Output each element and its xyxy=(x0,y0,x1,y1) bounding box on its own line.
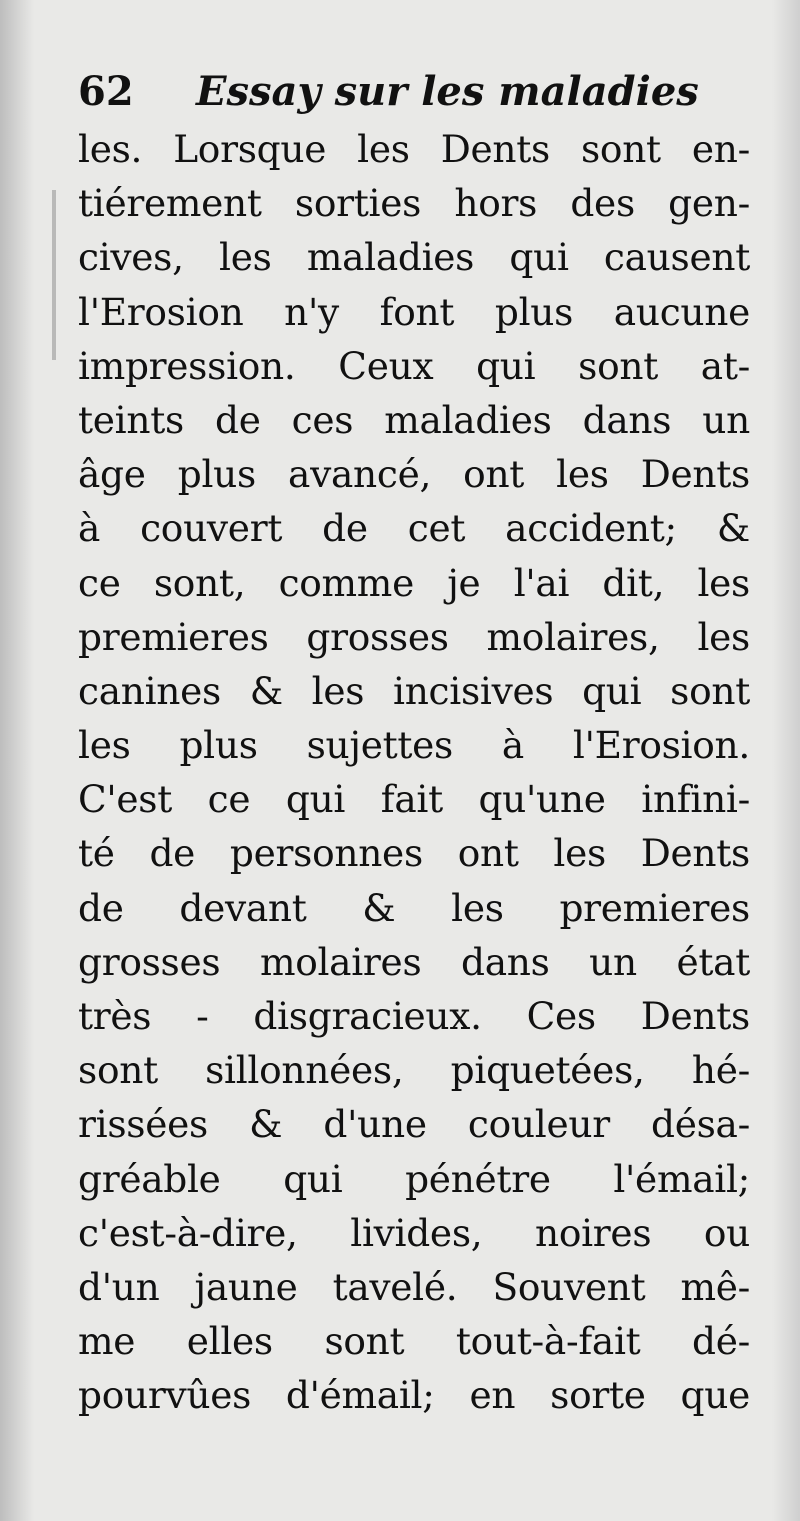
text-line: tiérement sorties hors des gen- xyxy=(78,181,750,226)
text-line: l'Erosion n'y font plus aucune xyxy=(78,289,750,334)
ink-bleed-mark xyxy=(52,190,56,360)
running-head: Essay sur les maladies xyxy=(196,68,699,115)
gutter-shadow xyxy=(0,0,34,1521)
text-line: me elles sont tout-à-fait dé- xyxy=(78,1319,750,1364)
text-line: très - disgracieux. Ces Dents xyxy=(78,994,750,1038)
text-line: C'est ce qui fait qu'une infini- xyxy=(78,777,750,822)
text-line: impression. Ceux qui sont at- xyxy=(78,343,750,388)
text-line: c'est-à-dire, livides, noires ou xyxy=(78,1210,750,1255)
page-edge-shadow xyxy=(772,0,800,1521)
text-line: pourvûes d'émail; en sorte que xyxy=(78,1373,750,1418)
page-header xyxy=(78,62,738,122)
text-line: les plus sujettes à l'Erosion. xyxy=(78,723,750,768)
text-line: cives, les maladies qui causent xyxy=(78,235,750,280)
body-text xyxy=(78,122,750,1423)
text-line: teints de ces maladies dans un xyxy=(78,397,750,442)
text-line: gréable qui pénétre l'émail; xyxy=(78,1156,750,1201)
text-line: rissées & d'une couleur désa- xyxy=(78,1102,750,1147)
text-line: premieres grosses molaires, les xyxy=(78,614,750,659)
text-line: canines & les incisives qui sont xyxy=(78,668,750,713)
text-line: à couvert de cet accident; & xyxy=(78,506,750,551)
text-line: grosses molaires dans un état xyxy=(78,939,750,984)
text-line: de devant & les premieres xyxy=(78,885,750,930)
page-number: 62 xyxy=(78,68,134,115)
text-line: té de personnes ont les Dents xyxy=(78,831,750,876)
text-line: d'un jaune tavelé. Souvent mê- xyxy=(78,1264,750,1309)
text-line: sont sillonnées, piquetées, hé- xyxy=(78,1048,750,1093)
text-line: âge plus avancé, ont les Dents xyxy=(78,452,750,497)
text-line: ce sont, comme je l'ai dit, les xyxy=(78,560,750,605)
text-line: les. Lorsque les Dents sont en- xyxy=(78,127,750,171)
